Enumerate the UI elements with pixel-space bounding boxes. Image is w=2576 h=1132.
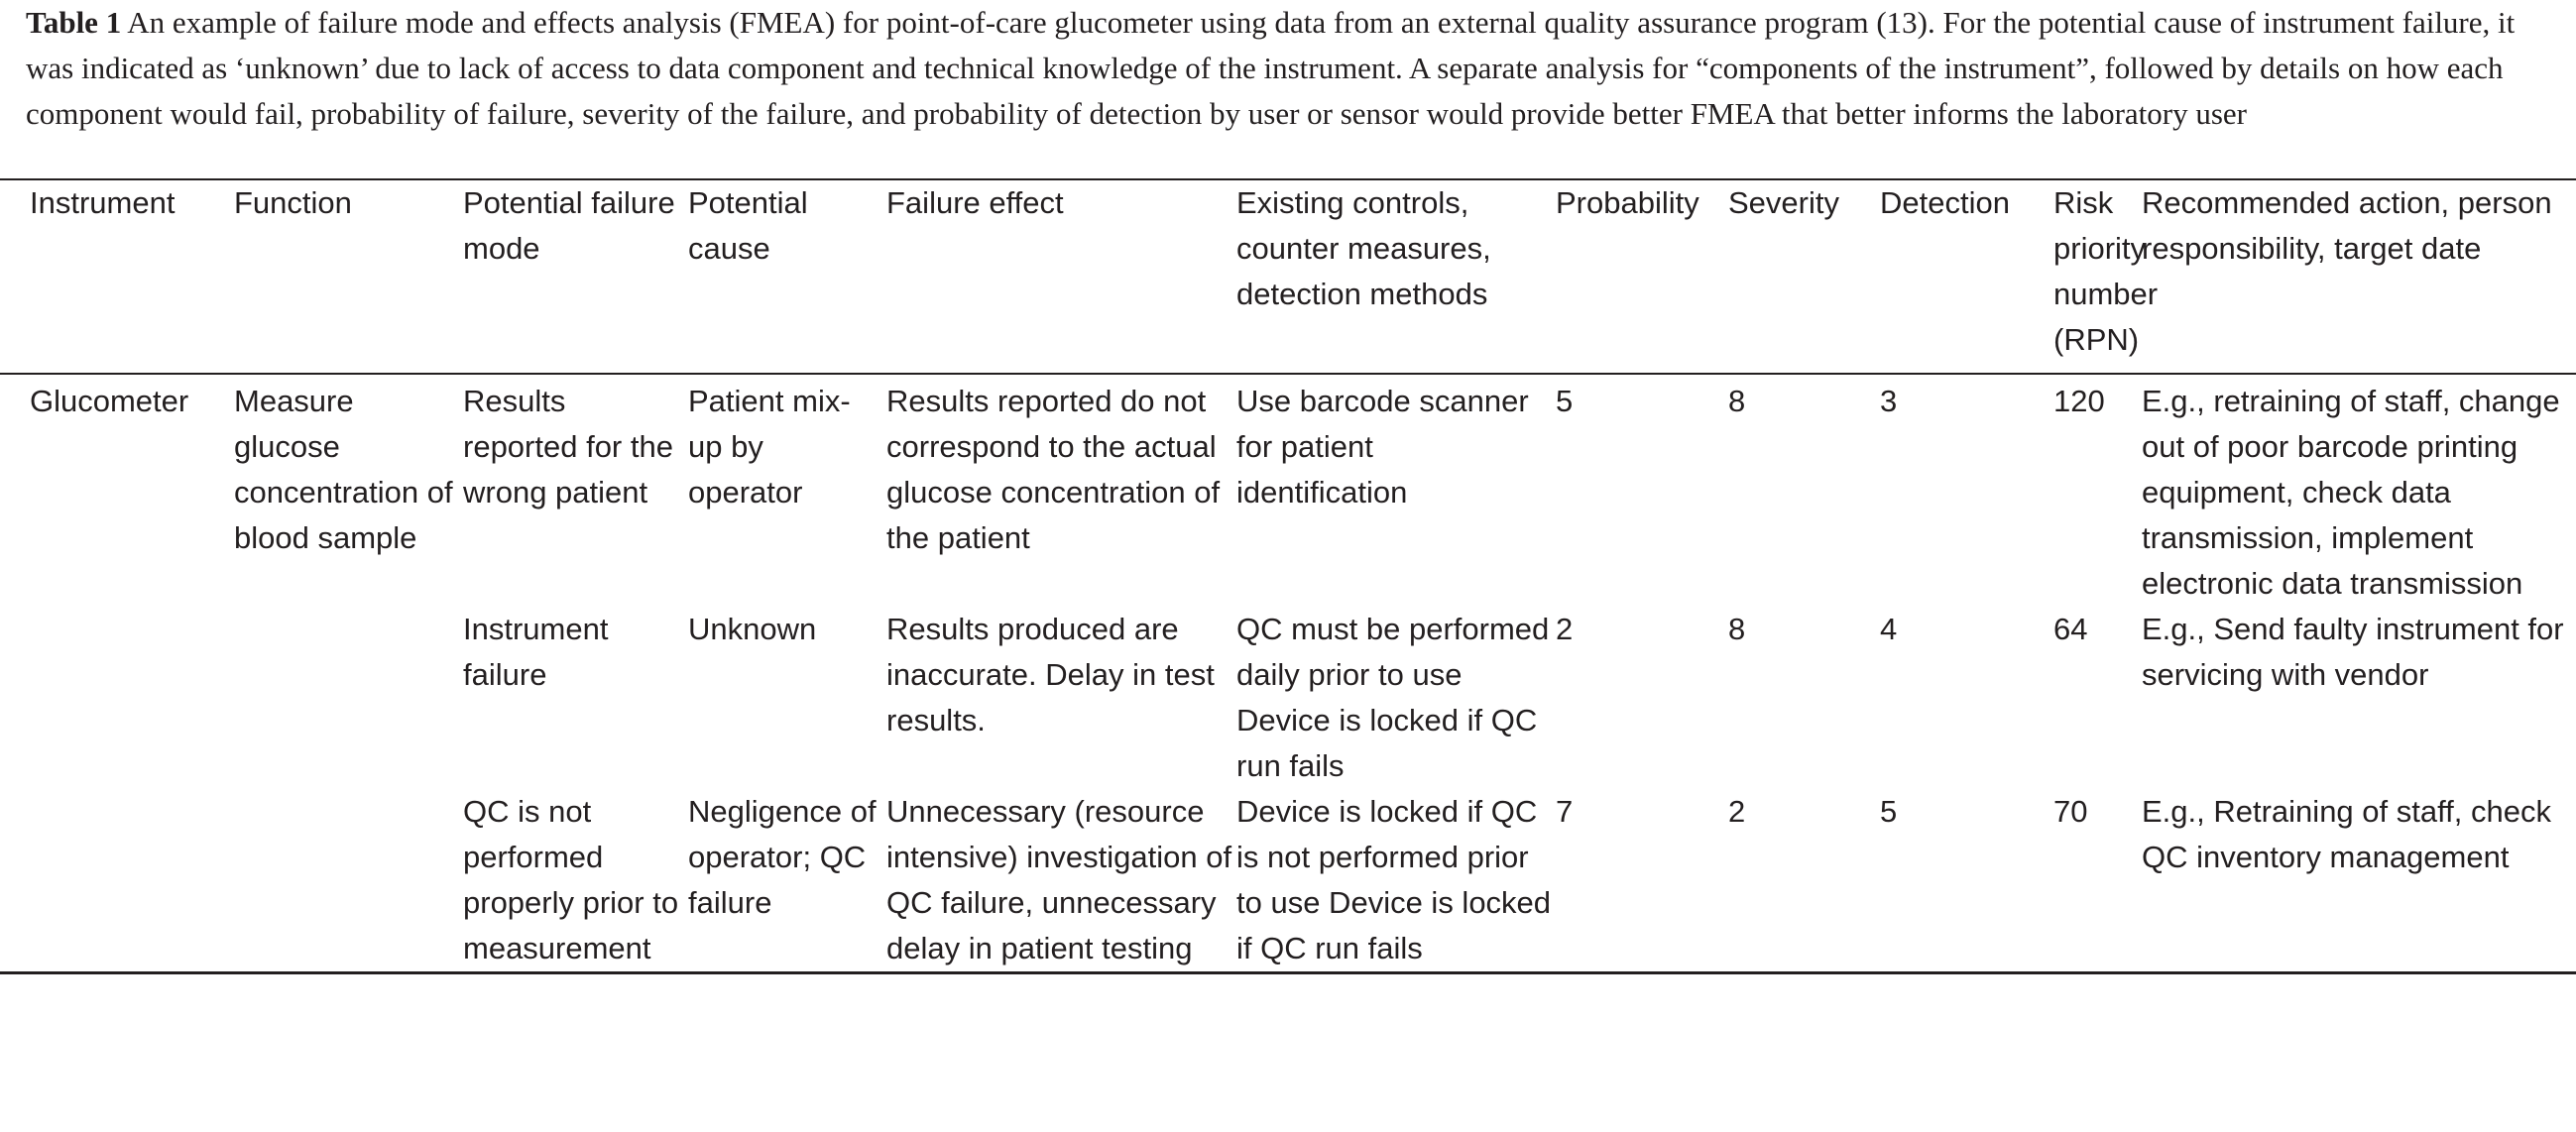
cell-probability: 2 [1556, 612, 1574, 646]
caption-label: Table 1 [26, 5, 122, 40]
header-rpn: Risk priority number (RPN) [2053, 185, 2159, 357]
cell-rpn: 120 [2053, 384, 2105, 418]
cell-instrument [0, 789, 234, 973]
cell-failure-mode: Instrument failure [463, 612, 609, 692]
caption-text: An example of failure mode and effects analysis (FMEA) for point-of-care glucometer using data from an external quality assurance program (13). For the potential cause of instrument failure, it was indicated as ‘unknown’ due to lack of access to data component and technical knowledge of the instrument. A separate analysis for “components of the instrument”, followed by details on how each component would fail, probability of failure, severity of the failure, and probability of detection by user or sensor would provide better FMEA that better informs the laboratory user [26, 5, 2516, 131]
cell-effect: Results produced are inaccurate. Delay in test results. [886, 612, 1215, 737]
cell-detection: 3 [1880, 384, 1898, 418]
cell-cause: Unknown [688, 612, 817, 646]
cell-severity: 8 [1728, 384, 1746, 418]
cell-rpn: 70 [2053, 794, 2088, 829]
header-severity: Severity [1728, 185, 1839, 220]
header-effect: Failure effect [886, 185, 1064, 220]
cell-failure-mode: Results reported for the wrong patient [463, 384, 673, 509]
cell-cause: Patient mix-up by operator [688, 384, 851, 509]
header-row [0, 179, 2576, 374]
cell-controls: Use barcode scanner for patient identification [1236, 384, 1529, 509]
header-cause: Potential cause [688, 185, 808, 266]
header-failure-mode: Potential failure mode [463, 185, 675, 266]
cell-function [234, 789, 463, 973]
cell-detection: 5 [1880, 794, 1898, 829]
table-row [0, 789, 2576, 973]
cell-action: E.g., retraining of staff, change out of poor barcode printing equipment, check data transmission, implement electronic data transmission [2142, 384, 2560, 601]
cell-detection: 4 [1880, 612, 1898, 646]
cell-failure-mode: QC is not performed properly prior to measurement [463, 794, 679, 965]
header-controls: Existing controls, counter measures, detection methods [1236, 185, 1491, 311]
cell-action: E.g., Send faulty instrument for servicing with vendor [2142, 612, 2564, 692]
cell-severity: 2 [1728, 794, 1746, 829]
header-instrument: Instrument [30, 185, 176, 220]
cell-effect: Unnecessary (resource intensive) investigation of QC failure, unnecessary delay in patient testing [886, 794, 1232, 965]
header-detection: Detection [1880, 185, 2010, 220]
fmea-table [0, 178, 2576, 974]
header-action: Recommended action, person responsibility, target date [2142, 185, 2552, 266]
cell-action: E.g., Retraining of staff, check QC inventory management [2142, 794, 2551, 874]
cell-rpn: 64 [2053, 612, 2088, 646]
cell-instrument: Glucometer [30, 384, 189, 418]
table-row [0, 374, 2576, 607]
cell-controls: Device is locked if QC is not performed prior to use Device is locked if QC run fails [1236, 794, 1552, 965]
table-row [0, 607, 2576, 789]
cell-function [234, 607, 463, 789]
cell-probability: 5 [1556, 384, 1574, 418]
header-function: Function [234, 185, 352, 220]
cell-function: Measure glucose concentration of blood sample [234, 384, 453, 555]
cell-controls: QC must be performed daily prior to use Device is locked if QC run fails [1236, 612, 1550, 783]
cell-severity: 8 [1728, 612, 1746, 646]
cell-cause: Negligence of operator; QC failure [688, 794, 877, 920]
cell-probability: 7 [1556, 794, 1574, 829]
header-probability: Probability [1556, 185, 1699, 220]
cell-instrument [0, 607, 234, 789]
cell-effect: Results reported do not correspond to the actual glucose concentration of the patient [886, 384, 1221, 555]
table-caption [26, 0, 2552, 137]
